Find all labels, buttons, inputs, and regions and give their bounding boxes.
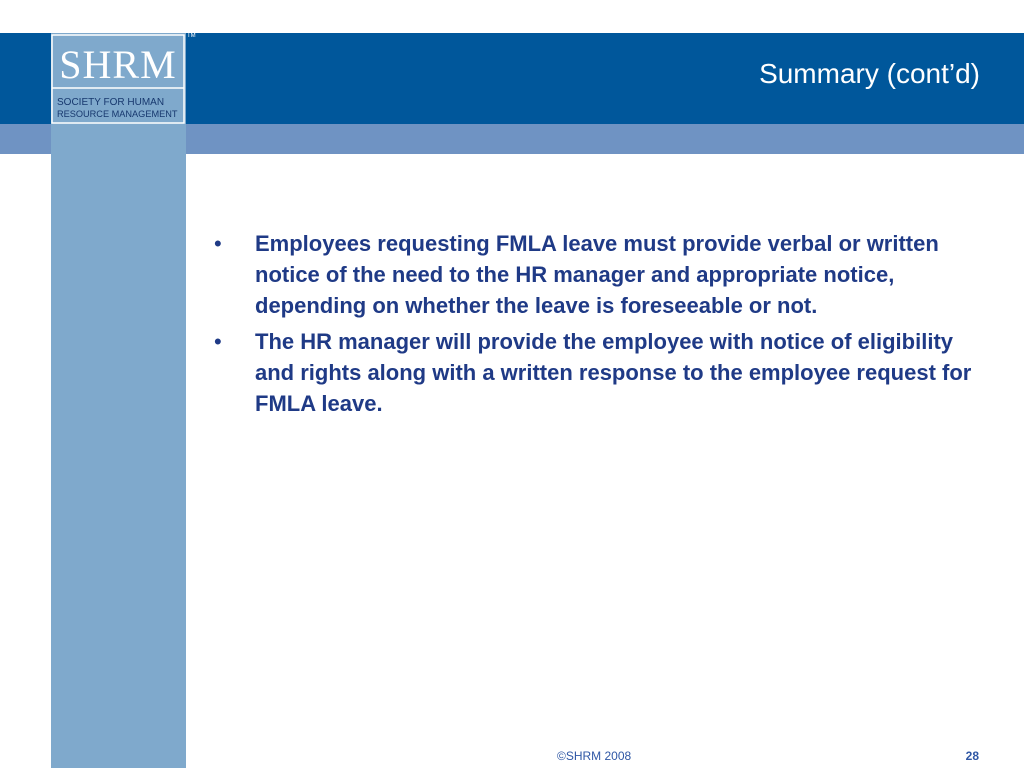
bullet-item <box>211 228 981 321</box>
page-number: 28 <box>965 749 979 763</box>
slide-title: Summary (cont’d) <box>759 58 980 89</box>
shrm-logo <box>51 34 185 124</box>
bullet-dot-icon: • <box>214 329 222 354</box>
bullet-text: The HR manager will provide the employee with notice of eligibility and rights along with a written response to the employee request for FMLA leave. <box>255 329 972 416</box>
footer-copyright: ©SHRM 2008 <box>557 749 632 763</box>
bullet-item <box>211 326 981 419</box>
trademark-mark: TM <box>187 33 196 39</box>
logo-letters: SHRM <box>59 42 177 87</box>
logo-line-2: RESOURCE MANAGEMENT <box>57 109 178 119</box>
bullet-dot-icon: • <box>214 231 222 256</box>
left-column-band <box>51 124 186 768</box>
logo-line-1: SOCIETY FOR HUMAN <box>57 97 165 108</box>
bullet-list <box>211 228 981 424</box>
bullet-text: Employees requesting FMLA leave must provide verbal or written notice of the need to the HR manager and appropriate notice, depending on whether the leave is foreseeable or not. <box>255 231 939 318</box>
